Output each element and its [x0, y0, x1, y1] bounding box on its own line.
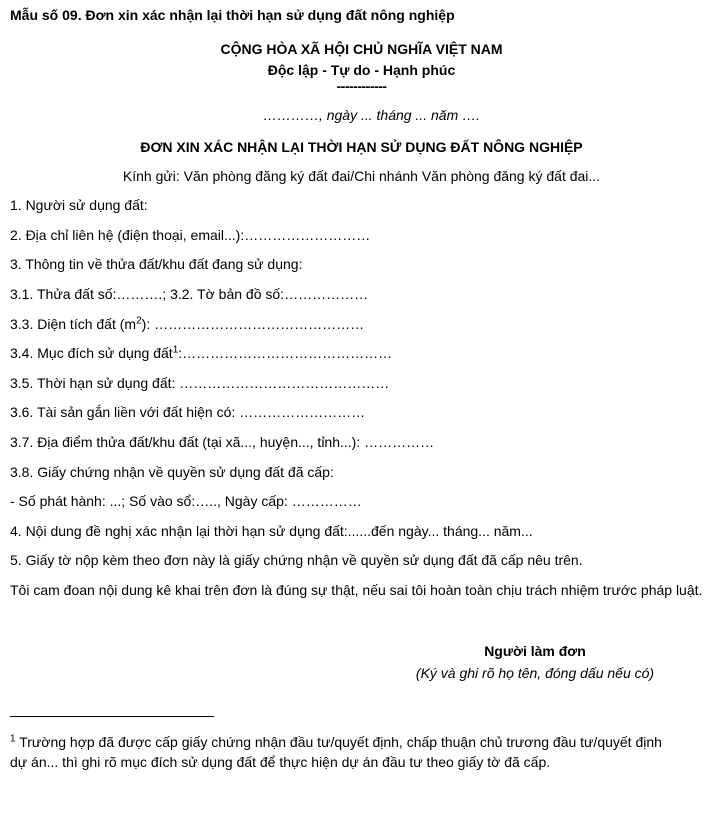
field-request-content: 4. Nội dung đề nghị xác nhận lại thời hạn sử dụng đất:......đến ngày... tháng... năm... — [10, 522, 533, 539]
national-title: CỘNG HÒA XÃ HỘI CHỦ NGHĨA VIỆT NAM — [220, 40, 503, 57]
field-land-use-purpose — [10, 344, 713, 364]
signer-label: Người làm đơn — [484, 643, 586, 659]
footnote-divider — [10, 716, 214, 717]
field-land-use-term: 3.5. Thời hạn sử dụng đất: ……………………………………… — [10, 374, 390, 391]
field-parcel-location: 3.7. Địa điểm thửa đất/khu đất (tại xã..., huyện..., tỉnh...): …………… — [10, 433, 435, 450]
field-certificate-details: - Số phát hành: ...; Số vào sổ:….., Ngày cấp: …………… — [10, 493, 362, 510]
superscript-squared: 2 — [136, 314, 142, 326]
field-attached-assets: 3.6. Tài sản gắn liền với đất hiện có: ……………………… — [10, 404, 366, 421]
signature-block — [340, 642, 723, 683]
recipient-line: Kính gửi: Văn phòng đăng ký đất đai/Chi nhánh Văn phòng đăng ký đất đai... — [122, 167, 601, 184]
field-land-area-blank: ): ……………………………………… — [141, 315, 365, 332]
footnote-text: Trường hợp đã được cấp giấy chứng nhận đầu tư/quyết định, chấp thuận chủ trương đầu tư/quyết định dự án... thì ghi rõ mục đích sử dụng đất để thực hiện dự án đầu tư theo giấy tờ đã cấp. — [10, 734, 662, 770]
field-land-area — [10, 315, 713, 335]
commitment-statement: Tôi cam đoan nội dung kê khai trên đơn là đúng sự thật, nếu sai tôi hoàn toàn chịu trách nhiệm trước pháp luật. — [10, 581, 703, 598]
field-contact-address: 2. Địa chỉ liên hệ (điện thoại, email...):……………………… — [10, 226, 371, 243]
field-land-area-label: 3.3. Diện tích đất (m — [10, 315, 137, 332]
field-land-use-purpose-blank: :……………………………………… — [178, 345, 393, 362]
form-code: Mẫu số 09. Đơn xin xác nhận lại thời hạn sử dụng đất nông nghiệp — [10, 7, 455, 23]
field-attached-documents: 5. Giấy tờ nộp kèm theo đơn này là giấy chứng nhận về quyền sử dụng đất đã cấp nêu trên. — [10, 552, 583, 569]
document-title: ĐƠN XIN XÁC NHẬN LẠI THỜI HẠN SỬ DỤNG ĐẤT NÔNG NGHIỆP — [140, 138, 583, 155]
dateline: …………, ngày ... tháng ... năm …. — [262, 107, 481, 124]
footnote-reference: 1 — [172, 344, 179, 356]
signer-note: (Ký và ghi rõ họ tên, đóng dấu nếu có) — [415, 664, 655, 681]
field-land-info-heading: 3. Thông tin về thửa đất/khu đất đang sử dụng: — [10, 256, 303, 273]
footnote — [10, 733, 670, 772]
field-certificate-heading: 3.8. Giấy chứng nhận về quyền sử dụng đất đã cấp: — [10, 463, 334, 480]
field-land-user: 1. Người sử dụng đất: — [10, 197, 148, 214]
motto: Độc lập - Tự do - Hạnh phúc — [267, 62, 456, 79]
field-parcel-number: 3.1. Thửa đất số:……….; 3.2. Tờ bản đồ số:……………… — [10, 285, 369, 302]
field-land-use-purpose-label: 3.4. Mục đích sử dụng đất — [10, 345, 173, 362]
motto-underline: ------------ — [336, 77, 387, 94]
footnote-marker: 1 — [10, 733, 16, 745]
